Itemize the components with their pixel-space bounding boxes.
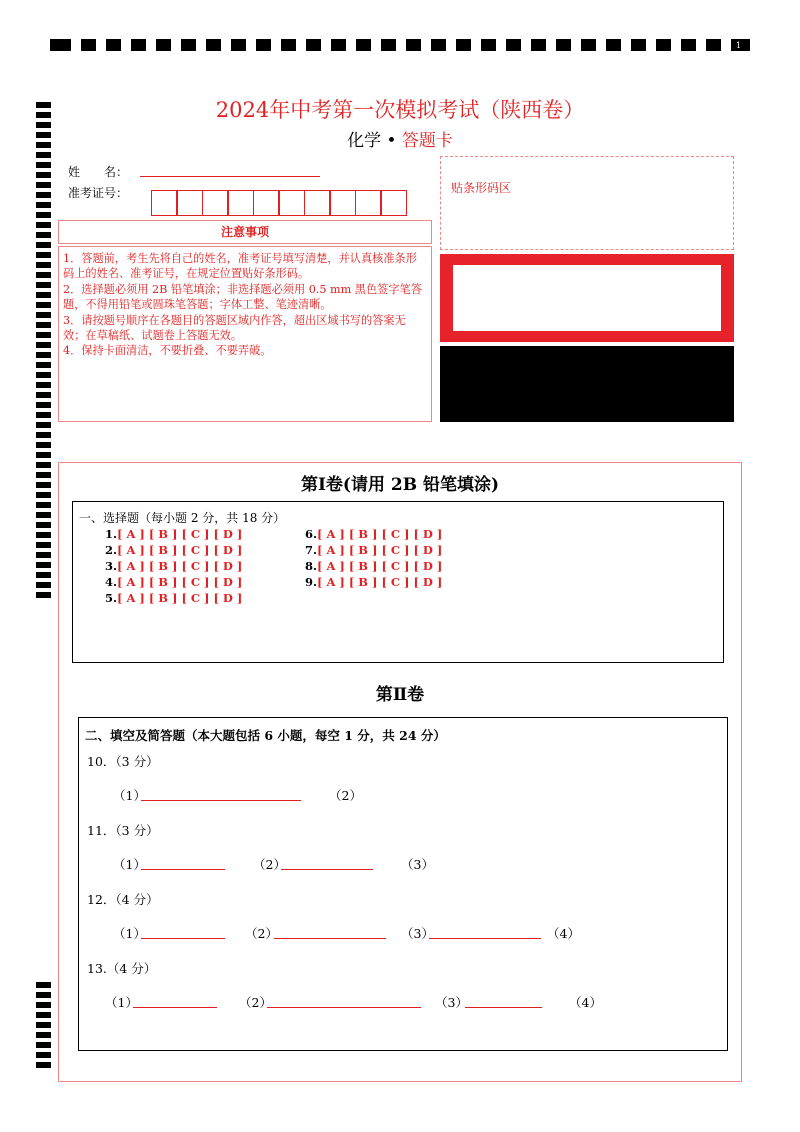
blank-label: （4）	[569, 995, 602, 1010]
black-block	[440, 346, 734, 422]
question-number: 1.	[105, 527, 118, 541]
answer-blank[interactable]	[267, 1007, 421, 1008]
question-number: 7.	[305, 543, 318, 557]
part2-title: 第Ⅱ卷	[375, 685, 425, 705]
blank-label: （4）	[547, 926, 580, 941]
choice-section	[72, 501, 724, 663]
notice-item: 1．答题前，考生先将自己的姓名，准考证号填写清楚，并认真核准条形码上的姓名、准考证号，在规定位置贴好条形码。	[63, 252, 417, 281]
fill-section-title: 二、填空及简答题（本大题包括 6 小题，每空 1 分，共 24 分）	[85, 728, 446, 743]
question-number: 8.	[305, 559, 318, 573]
answer-blank[interactable]	[465, 1007, 542, 1008]
barcode-label: 贴条形码区	[451, 181, 512, 195]
answer-blank[interactable]	[281, 869, 373, 870]
blank-label: （1）	[113, 788, 146, 803]
question-number: 3.	[105, 559, 118, 573]
choice-question[interactable]	[305, 575, 442, 589]
choice-question[interactable]	[105, 559, 242, 573]
name-label: 姓 名：	[68, 165, 129, 179]
answer-blank[interactable]	[141, 869, 225, 870]
blank-label: （2）	[245, 926, 278, 941]
part1-title: 第Ⅰ卷(请用 2B 铅笔填涂)	[300, 475, 500, 495]
blank-label: （3）	[401, 857, 434, 872]
absent-mark-frame	[440, 254, 734, 342]
answer-blank[interactable]	[429, 938, 541, 939]
blank-label: （1）	[105, 995, 138, 1010]
name-field[interactable]	[140, 176, 320, 177]
question-number: 5.	[105, 591, 118, 605]
notice-item: 2．选择题必须用 2B 铅笔填涂；非选择题必须用 0.5 mm 黑色签字笔答题，不得用铅笔或圆珠笔答题；字体工整、笔迹清晰。	[63, 282, 422, 312]
question-number: 9.	[305, 575, 318, 589]
barcode-area	[440, 156, 734, 250]
option-bubbles[interactable]: [ A ] [ B ] [ C ] [ D ]	[117, 559, 243, 573]
page-number: 1	[736, 41, 742, 50]
answer-blank[interactable]	[141, 938, 225, 939]
question-label: 11．（3 分）	[87, 823, 159, 838]
notice-item: 4．保持卡面清洁，不要折叠、不要弄破。	[63, 344, 272, 358]
student-id-boxes[interactable]	[152, 190, 407, 216]
blank-label: （2）	[239, 995, 272, 1010]
choice-question[interactable]	[305, 559, 442, 573]
choice-question[interactable]	[105, 591, 242, 605]
option-bubbles[interactable]: [ A ] [ B ] [ C ] [ D ]	[117, 543, 243, 557]
exam-title: 2024年中考第一次模拟考试（陕西卷）	[215, 98, 585, 122]
option-bubbles[interactable]: [ A ] [ B ] [ C ] [ D ]	[317, 559, 443, 573]
option-bubbles[interactable]: [ A ] [ B ] [ C ] [ D ]	[317, 527, 443, 541]
answer-blank[interactable]	[141, 800, 301, 801]
notice-box	[58, 246, 432, 422]
notice-heading: 注意事项	[58, 220, 432, 244]
id-label: 准考证号：	[68, 186, 129, 200]
timing-marks-top	[50, 39, 750, 51]
blank-label: （2）	[253, 857, 286, 872]
question-label: 13.（4 分）	[87, 961, 157, 976]
blank-label: （1）	[113, 857, 146, 872]
question-number: 6.	[305, 527, 318, 541]
answer-blank[interactable]	[274, 938, 386, 939]
option-bubbles[interactable]: [ A ] [ B ] [ C ] [ D ]	[117, 591, 243, 605]
option-bubbles[interactable]: [ A ] [ B ] [ C ] [ D ]	[317, 575, 443, 589]
answer-card-label: 答题卡	[401, 131, 453, 151]
subtitle	[0, 126, 800, 151]
choice-question[interactable]	[105, 543, 242, 557]
choice-question[interactable]	[105, 575, 242, 589]
choice-section-title: 一、选择题（每小题 2 分，共 18 分）	[79, 511, 286, 525]
timing-marks-left-2	[36, 982, 51, 1068]
subject-label: 化学	[347, 131, 382, 151]
timing-marks-left-1	[36, 102, 51, 598]
question-label: 10．（3 分）	[87, 754, 159, 769]
question-number: 4.	[105, 575, 118, 589]
subtitle-dot: •	[386, 131, 397, 151]
choice-question[interactable]	[305, 543, 442, 557]
answer-blank[interactable]	[133, 1007, 217, 1008]
choice-question[interactable]	[305, 527, 442, 541]
blank-label: （1）	[113, 926, 146, 941]
question-number: 2.	[105, 543, 118, 557]
fill-section	[78, 717, 728, 1051]
blank-label: （2）	[329, 788, 362, 803]
blank-label: （3）	[435, 995, 468, 1010]
option-bubbles[interactable]: [ A ] [ B ] [ C ] [ D ]	[117, 575, 243, 589]
option-bubbles[interactable]: [ A ] [ B ] [ C ] [ D ]	[117, 527, 243, 541]
option-bubbles[interactable]: [ A ] [ B ] [ C ] [ D ]	[317, 543, 443, 557]
choice-question[interactable]	[105, 527, 242, 541]
question-label: 12．（4 分）	[87, 892, 159, 907]
blank-label: （3）	[401, 926, 434, 941]
notice-item: 3．请按题号顺序在各题目的答题区域内作答，超出区域书写的答案无效；在草稿纸、试题卷上答题无效。	[63, 313, 406, 343]
